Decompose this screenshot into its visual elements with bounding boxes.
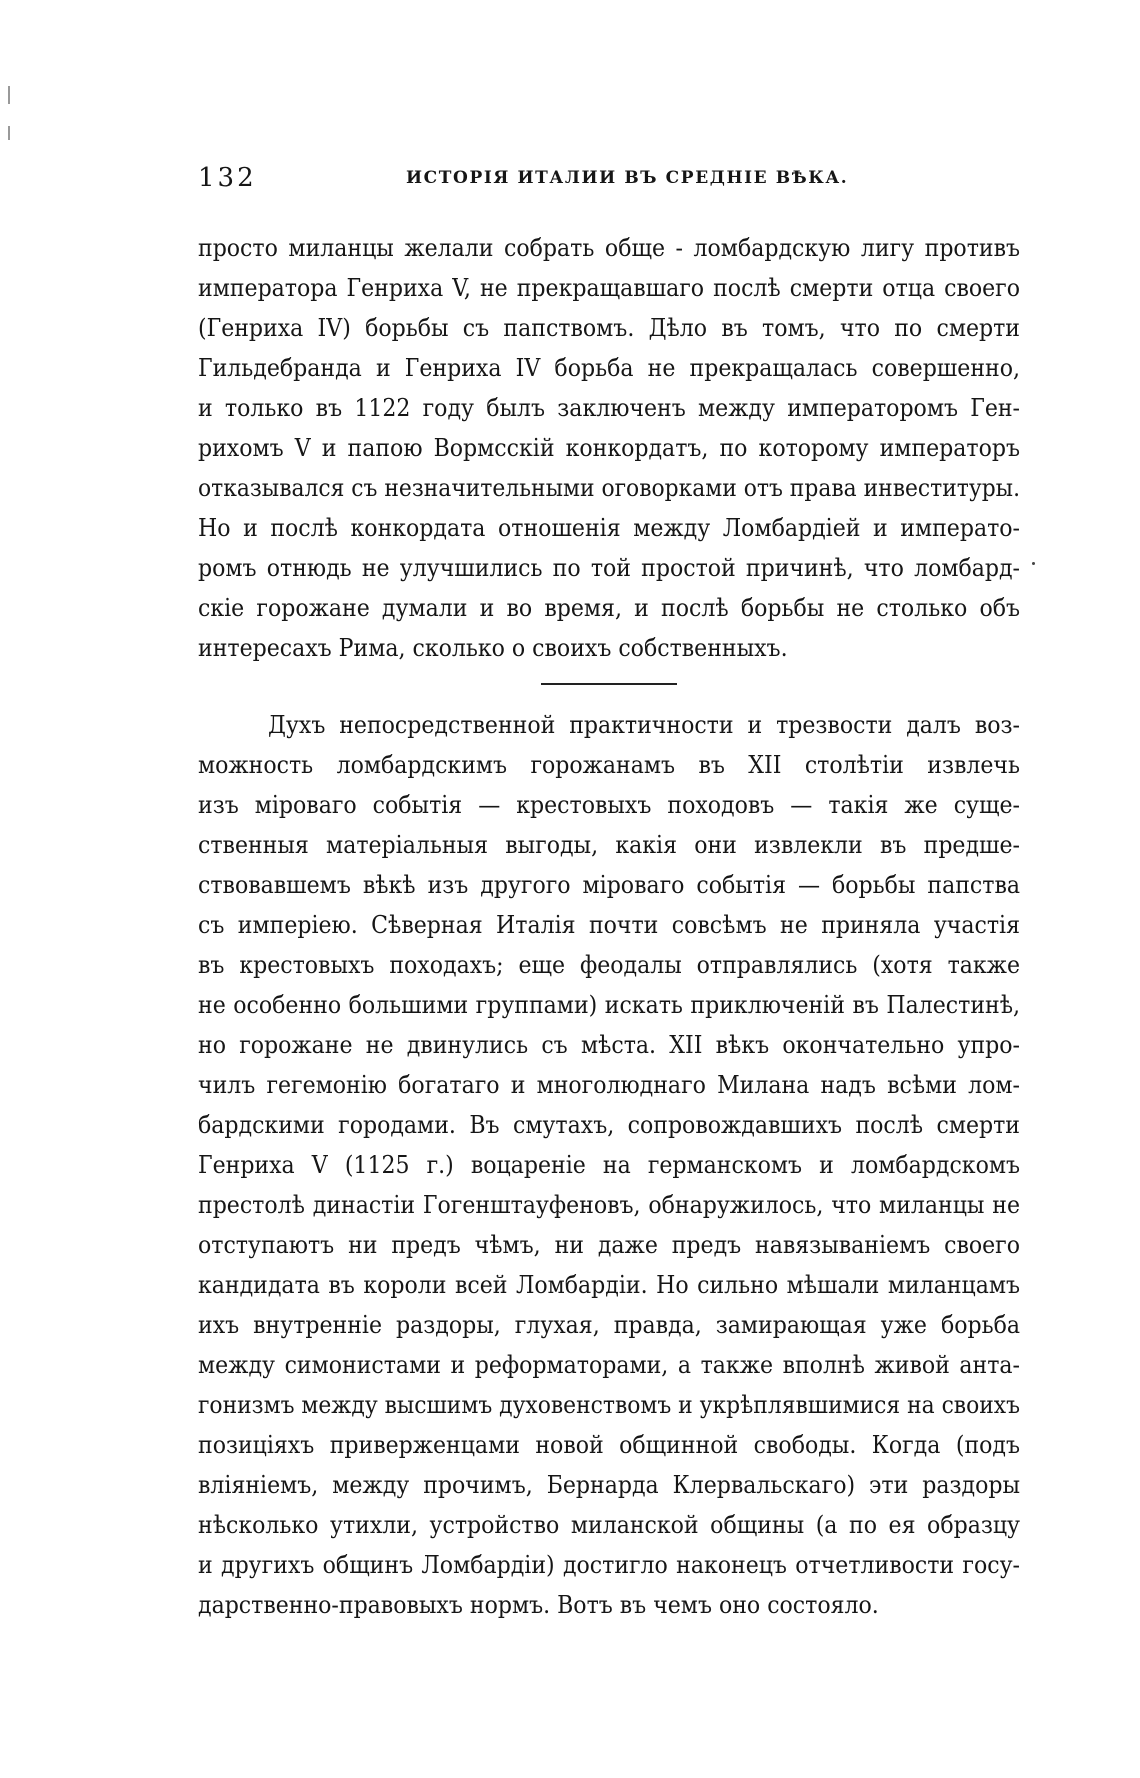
text-line: но горожане не двинулись съ мѣста. XII вѣкъ окончательно упро- [198,1030,1020,1059]
text-line: ственныя матеріальныя выгоды, какія они извлекли въ предше- [198,830,1020,859]
text-line: ихъ внутренніе раздоры, глухая, правда, замирающая уже борьба [198,1310,1020,1339]
page-header [198,163,1018,203]
running-title: ИСТОРІЯ ИТАЛИИ ВЪ СРЕДНІЕ ВѢКА. [406,168,849,188]
text-line: отказывался съ незначительными оговорками отъ права инвеституры. [198,473,1020,502]
text-line: и другихъ общинъ Ломбардіи) достигло наконецъ отчетливости госу- [198,1550,1020,1579]
text-line: Гильдебранда и Генриха IV борьба не прекращалась совершенно, [198,353,1020,382]
text-line: Духъ непосредственной практичности и трезвости далъ воз- [268,710,1020,739]
text-line: ствовавшемъ вѣкѣ изъ другого міроваго событія — борьбы папства [198,870,1020,899]
text-line: чилъ гегемонію богатаго и многолюднаго Милана надъ всѣми лом- [198,1070,1020,1099]
text-line: рихомъ V и папою Вормсскій конкордатъ, по которому императоръ [198,433,1020,462]
text-line: позиціяхъ приверженцами новой общинной свободы. Когда (подъ [198,1430,1020,1459]
text-line: отступаютъ ни предъ чѣмъ, ни даже предъ навязываніемъ своего [198,1230,1020,1259]
scan-edge-mark [8,126,10,140]
text-line: дарственно-правовыхъ нормъ. Вотъ въ чемъ оно состояло. [198,1590,879,1619]
text-line: не особенно большими группами) искать приключеній въ Палестинѣ, [198,990,1020,1019]
text-line: съ имперіею. Сѣверная Италія почти совсѣмъ не приняла участія [198,910,1020,939]
text-line: просто миланцы желали собрать обще - ломбардскую лигу противъ [198,233,1020,262]
page-number: 132 [198,163,257,193]
text-line: бардскими городами. Въ смутахъ, сопровождавшихъ послѣ смерти [198,1110,1020,1139]
scan-edge-mark [8,86,10,104]
text-line: можность ломбардскимъ горожанамъ въ XII столѣтіи извлечь [198,750,1020,779]
paragraph-1 [198,228,1020,668]
text-line: интересахъ Рима, сколько о своихъ собственныхъ. [198,633,788,662]
text-line: императора Генриха V, не прекращавшаго послѣ смерти отца своего [198,273,1020,302]
paragraph-2 [198,705,1020,1625]
text-line: ромъ отнюдь не улучшились по той простой причинѣ, что ломбард- [198,553,1020,582]
text-line: изъ міроваго событія — крестовыхъ походовъ — такія же суще- [198,790,1020,819]
text-line: Генриха V (1125 г.) воцареніе на германскомъ и ломбардскомъ [198,1150,1020,1179]
text-line: и только въ 1122 году былъ заключенъ между императоромъ Ген- [198,393,1020,422]
text-line: кандидата въ короли всей Ломбардіи. Но сильно мѣшали миланцамъ [198,1270,1020,1299]
text-line: вліяніемъ, между прочимъ, Бернарда Клервальскаго) эти раздоры [198,1470,1020,1499]
text-line: престолѣ династіи Гогенштауфеновъ, обнаружилось, что миланцы не [198,1190,1020,1219]
section-separator [541,683,677,685]
text-line: между симонистами и реформаторами, а также вполнѣ живой анта- [198,1350,1020,1379]
text-line: гонизмъ между высшимъ духовенствомъ и укрѣплявшимися на своихъ [198,1390,1020,1419]
text-line: скіе горожане думали и во время, и послѣ борьбы не столько объ [198,593,1020,622]
text-line: Но и послѣ конкордата отношенія между Ломбардіей и императо- [198,513,1020,542]
scan-speck [1032,562,1035,565]
text-line: (Генриха IV) борьбы съ папствомъ. Дѣло въ томъ, что по смерти [198,313,1020,342]
text-line: въ крестовыхъ походахъ; еще феодалы отправлялись (хотя также [198,950,1020,979]
text-line: нѣсколько утихли, устройство миланской общины (а по ея образцу [198,1510,1020,1539]
